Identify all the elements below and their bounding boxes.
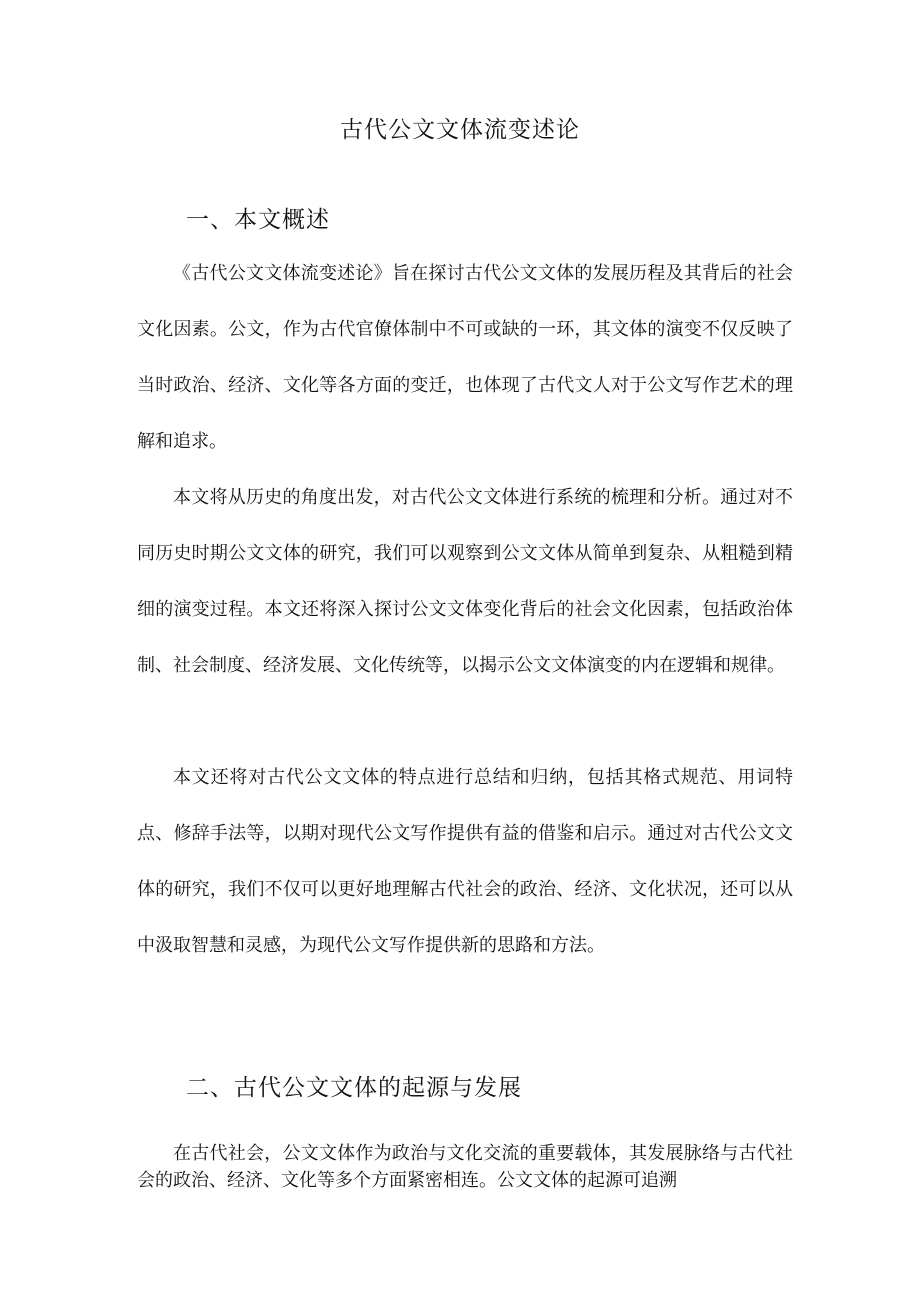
paragraph-overview-2: 本文将从历史的角度出发，对古代公文文体进行系统的梳理和分析。通过对不同历史时期公文文体的研究，我们可以观察到公文文体从简单到复杂、从粗糙到精细的演变过程。本文还将深入探讨公文文体变化背后的社会文化因素，包括政治体制、社会制度、经济发展、文化传统等，以揭示公文文体演变的内在逻辑和规律。 — [137, 487, 793, 676]
section-heading-origin: 二、古代公文文体的起源与发展 — [186, 1075, 522, 1101]
paragraph-overview-1: 《古代公文文体流变述论》旨在探讨古代公文文体的发展历程及其背后的社会文化因素。公文，作为古代官僚体制中不可或缺的一环，其文体的演变不仅反映了当时政治、经济、文化等各方面的变迁，也体现了古代文人对于公文写作艺术的理解和追求。 — [137, 263, 793, 452]
paragraph-overview-3: 本文还将对古代公文文体的特点进行总结和归纳，包括其格式规范、用词特点、修辞手法等，以期对现代公文写作提供有益的借鉴和启示。通过对古代公文文体的研究，我们不仅可以更好地理解古代社会的政治、经济、文化状况，还可以从中汲取智慧和灵感，为现代公文写作提供新的思路和方法。 — [137, 767, 793, 956]
section-heading-overview: 一、本文概述 — [186, 207, 330, 233]
paragraph-origin-1: 在古代社会，公文文体作为政治与文化交流的重要载体，其发展脉络与古代社会的政治、经济、文化等多个方面紧密相连。公文文体的起源可追溯 — [137, 1143, 793, 1191]
document-title: 古代公文文体流变述论 — [340, 117, 580, 143]
